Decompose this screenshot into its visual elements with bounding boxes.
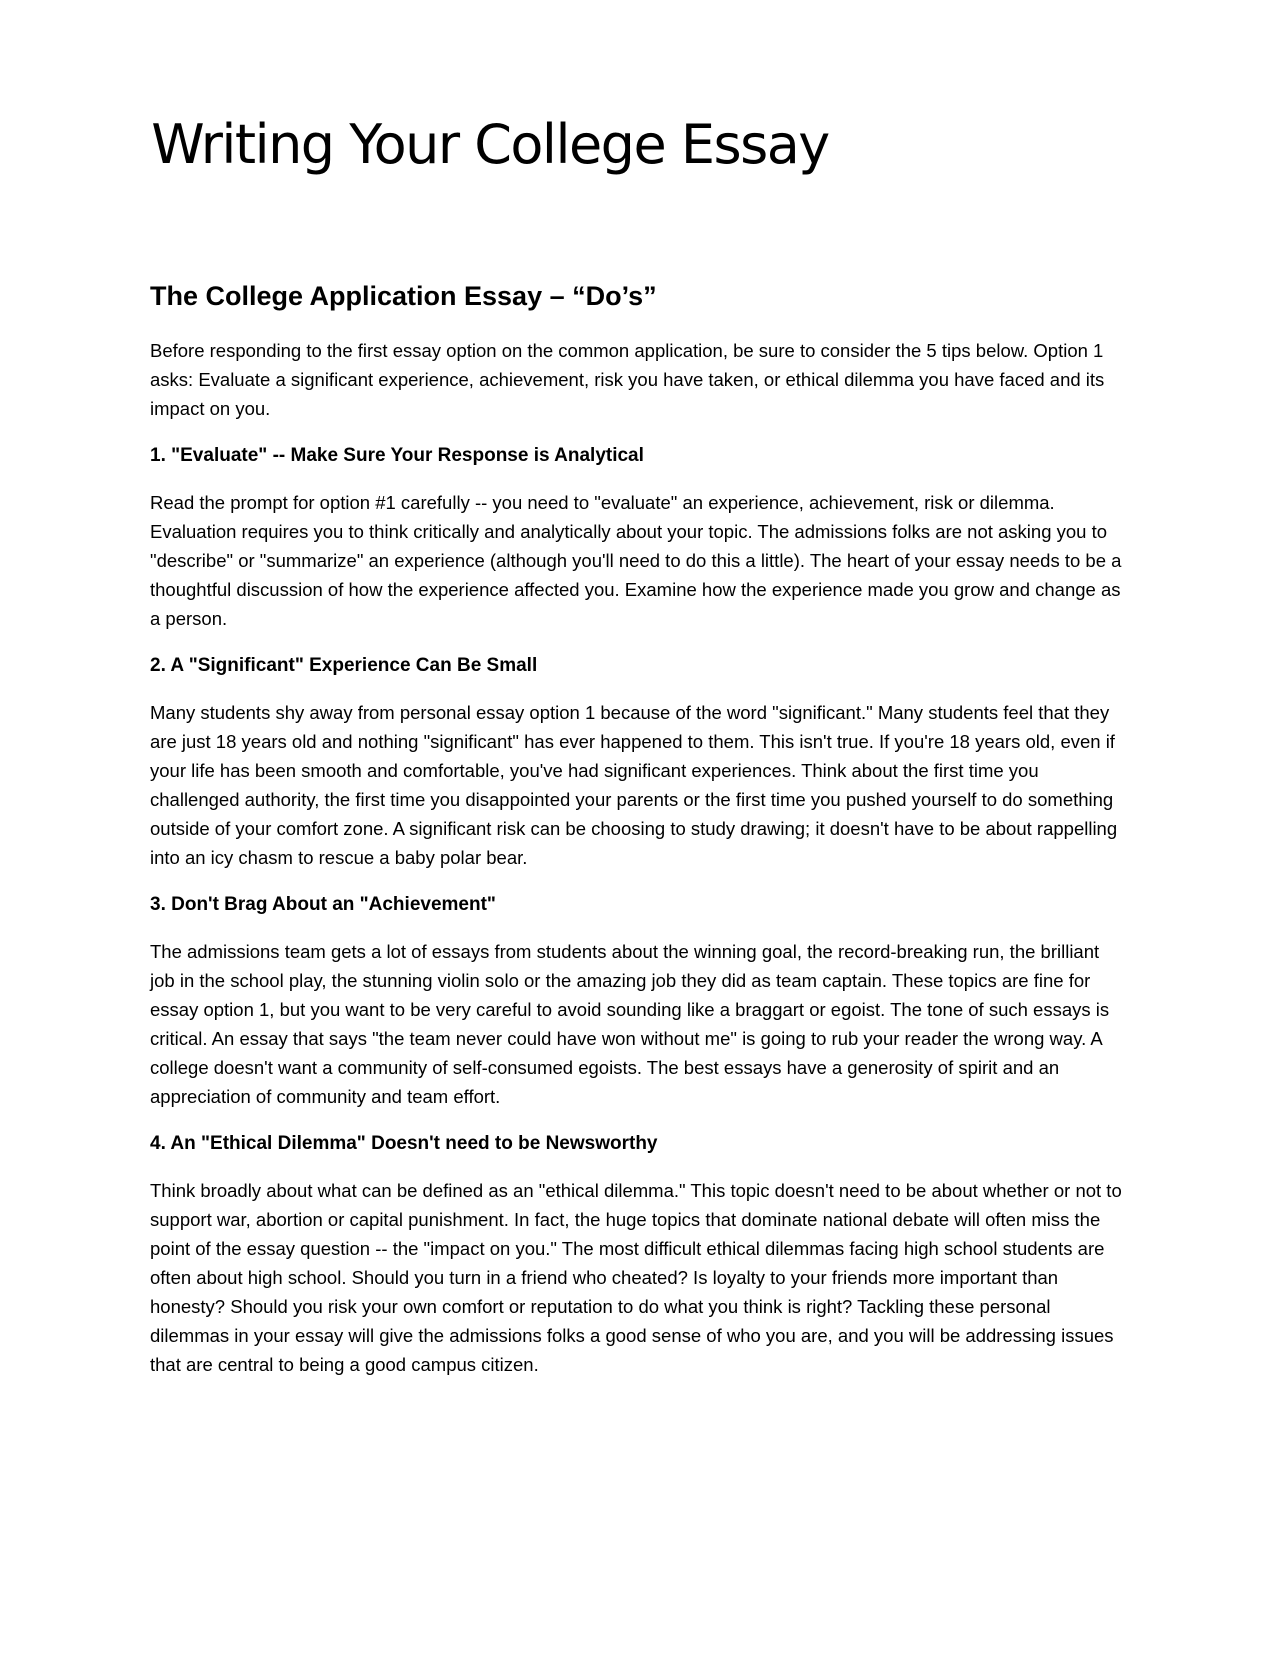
tip-heading-3: 3. Don't Brag About an "Achievement" [150, 894, 496, 915]
intro-paragraph: Before responding to the first essay option on the common application, be sure to consider the 5 tips below. Option 1 asks: Evaluate a significant experience, achievement, risk you have taken, or ethical dilemma you have faced and its impact on you. [150, 340, 1105, 419]
section-title: The College Application Essay – “Do’s” [150, 281, 657, 311]
tip-heading-4: 4. An "Ethical Dilemma" Doesn't need to be Newsworthy [150, 1133, 658, 1154]
document-title: Writing Your College Essay [151, 113, 829, 176]
document-body [150, 336, 1125, 1397]
tip-body-4: Think broadly about what can be defined as an "ethical dilemma." This topic doesn't need to be about whether or not to support war, abortion or capital punishment. In fact, the huge topics that dominate national debate will often miss the point of the essay question -- the "impact on you." The most difficult ethical dilemmas facing high school students are often about high school. Should you turn in a friend who cheated? Is loyalty to your friends more important than honesty? Should you risk your own comfort or reputation to do what you think is right? Tackling these personal dilemmas in your essay will give the admissions folks a good sense of who you are, and you will be addressing issues that are central to being a good campus citizen. [150, 1180, 1122, 1375]
tip-body-2: Many students shy away from personal essay option 1 because of the word "significant." Many students feel that they are just 18 years old and nothing "significant" has ever happened to them. This isn't true. If you're 18 years old, even if your life has been smooth and comfortable, you've had significant experiences. Think about the first time you challenged authority, the first time you disappointed your parents or the first time you pushed yourself to do something outside of your comfort zone. A significant risk can be choosing to study drawing; it doesn't have to be about rappelling into an icy chasm to rescue a baby polar bear. [150, 702, 1118, 868]
tip-body-1: Read the prompt for option #1 carefully -- you need to "evaluate" an experience, achievement, risk or dilemma. Evaluation requires you to think critically and analytically about your topic. The admissions folks are not asking you to "describe" or "summarize" an experience (although you'll need to do this a little). The heart of your essay needs to be a thoughtful discussion of how the experience affected you. Examine how the experience made you grow and change as a person. [150, 492, 1122, 629]
tip-heading-1: 1. "Evaluate" -- Make Sure Your Response is Analytical [150, 445, 644, 466]
tip-heading-2: 2. A "Significant" Experience Can Be Small [150, 655, 538, 676]
tip-body-3: The admissions team gets a lot of essays from students about the winning goal, the record-breaking run, the brilliant job in the school play, the stunning violin solo or the amazing job they did as team captain. These topics are fine for essay option 1, but you want to be very careful to avoid sounding like a braggart or egoist. The tone of such essays is critical. An essay that says "the team never could have won without me" is going to rub your reader the wrong way. A college doesn't want a community of self-consumed egoists. The best essays have a generosity of spirit and an appreciation of community and team effort. [150, 941, 1110, 1107]
